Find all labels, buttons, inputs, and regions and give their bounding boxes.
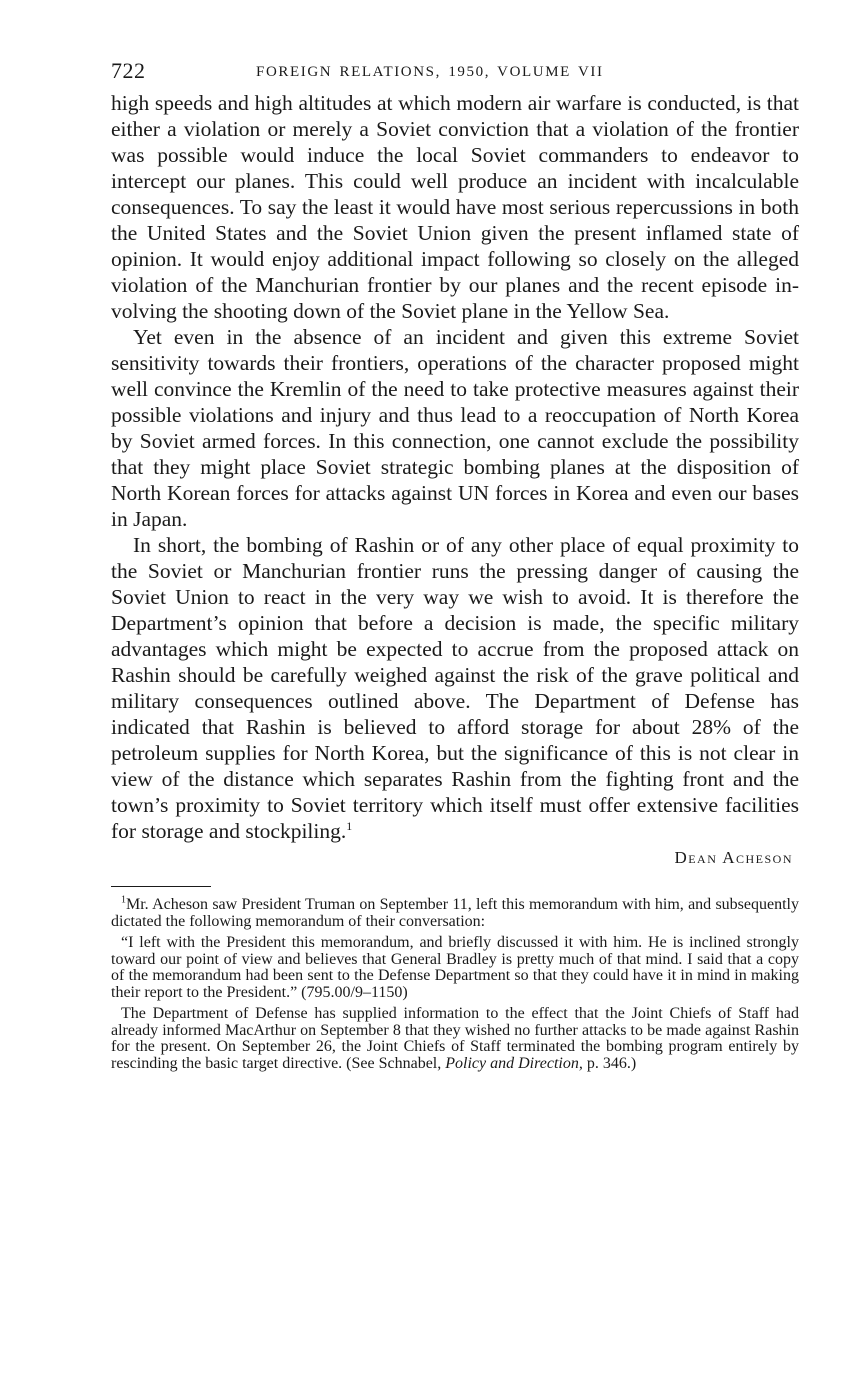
footnote-divider [111, 886, 211, 887]
body-paragraph [111, 532, 799, 844]
footnote-reference: 1 [346, 818, 353, 833]
signature: Dean Acheson [674, 848, 793, 867]
footnote-paragraph [111, 1006, 799, 1072]
footnote-text: p. 346.) [582, 1054, 637, 1072]
body-paragraph: Yet even in the absence of an incident and given this extreme Soviet sensitivity towards their frontiers, operations of the character proposed might well convince the Kremlin of the need to take protective measures against their possible violations and injury and thus lead to a reoccupation of North Korea by Soviet armed forces. In this connection, one cannot exclude the possibility that they might place Soviet strategic bombing planes at the disposition of North Korean forces for attacks against UN forces in Korea and even our bases in Japan. [111, 325, 799, 531]
citation-title: Policy and Direction, [445, 1054, 583, 1072]
body-text [111, 90, 799, 844]
running-head: FOREIGN RELATIONS, 1950, VOLUME VII [256, 64, 604, 80]
footnote-marker: 1 [121, 894, 126, 906]
page-number: 722 [111, 58, 146, 83]
body-paragraph-text: In short, the bombing of Rashin or of any other place of equal proximity to the Soviet or Manchurian frontier runs the pressing danger of causing the Soviet Union to react in the very way we wish to avoid. It is therefore the Department’s opinion that before a decision is made, the specific military advantages which might be expected to accrue from the proposed attack on Rashin should be carefully weighed against the risk of the grave political and military consequences outlined above. The Department of Defense has indicated that Rashin is believed to afford storage for about 28% of the petroleum supplies for North Korea, but the significance of this is not clear in view of the distance which separates Rashin from the fighting front and the town’s proximity to Soviet territory which itself must offer extensive facilities for storage and stockpiling. [111, 533, 799, 843]
body-paragraph: high speeds and high altitudes at which modern air warfare is conducted, is that either a violation or merely a Soviet conviction that a violation of the frontier was possible would induce the local Soviet commanders to endeavor to intercept our planes. This could well produce an incident with incalculable consequences. To say the least it would have most serious repercussions in both the United States and the Soviet Union given the present inflamed state of opinion. It would enjoy additional impact following so closely on the alleged violation of the Manchurian frontier by our planes and the recent episode involving the shooting down of the Soviet plane in the Yellow Sea. [111, 91, 799, 323]
footnote-paragraph [111, 894, 799, 930]
footnote-paragraph: “I left with the President this memorandum, and briefly discussed it with him. He is inclined strongly toward our point of view and believes that General Bradley is pretty much of that mind. I said that a copy of the memorandum had been sent to the Defense Department so that they could have it in mind in making their report to the President.” (795.00/9–1150) [111, 934, 799, 1001]
document-page [111, 56, 799, 1077]
footnotes [111, 894, 799, 1072]
footnote-text: Mr. Acheson saw President Truman on September 11, left this memorandum with him, and subsequently dictated the following memorandum of their conversation: [111, 896, 799, 930]
footnote-text: The Department of Defense has supplied information to the effect that the Joint Chiefs of Staff had already informed MacArthur on September 8 that they wished no further attacks to be made against Rashin for the present. On September 26, the Joint Chiefs of Staff terminated the bombing program entirely by rescinding the basic target directive. (See Schnabel, [111, 1005, 799, 1072]
page-header [111, 56, 799, 90]
